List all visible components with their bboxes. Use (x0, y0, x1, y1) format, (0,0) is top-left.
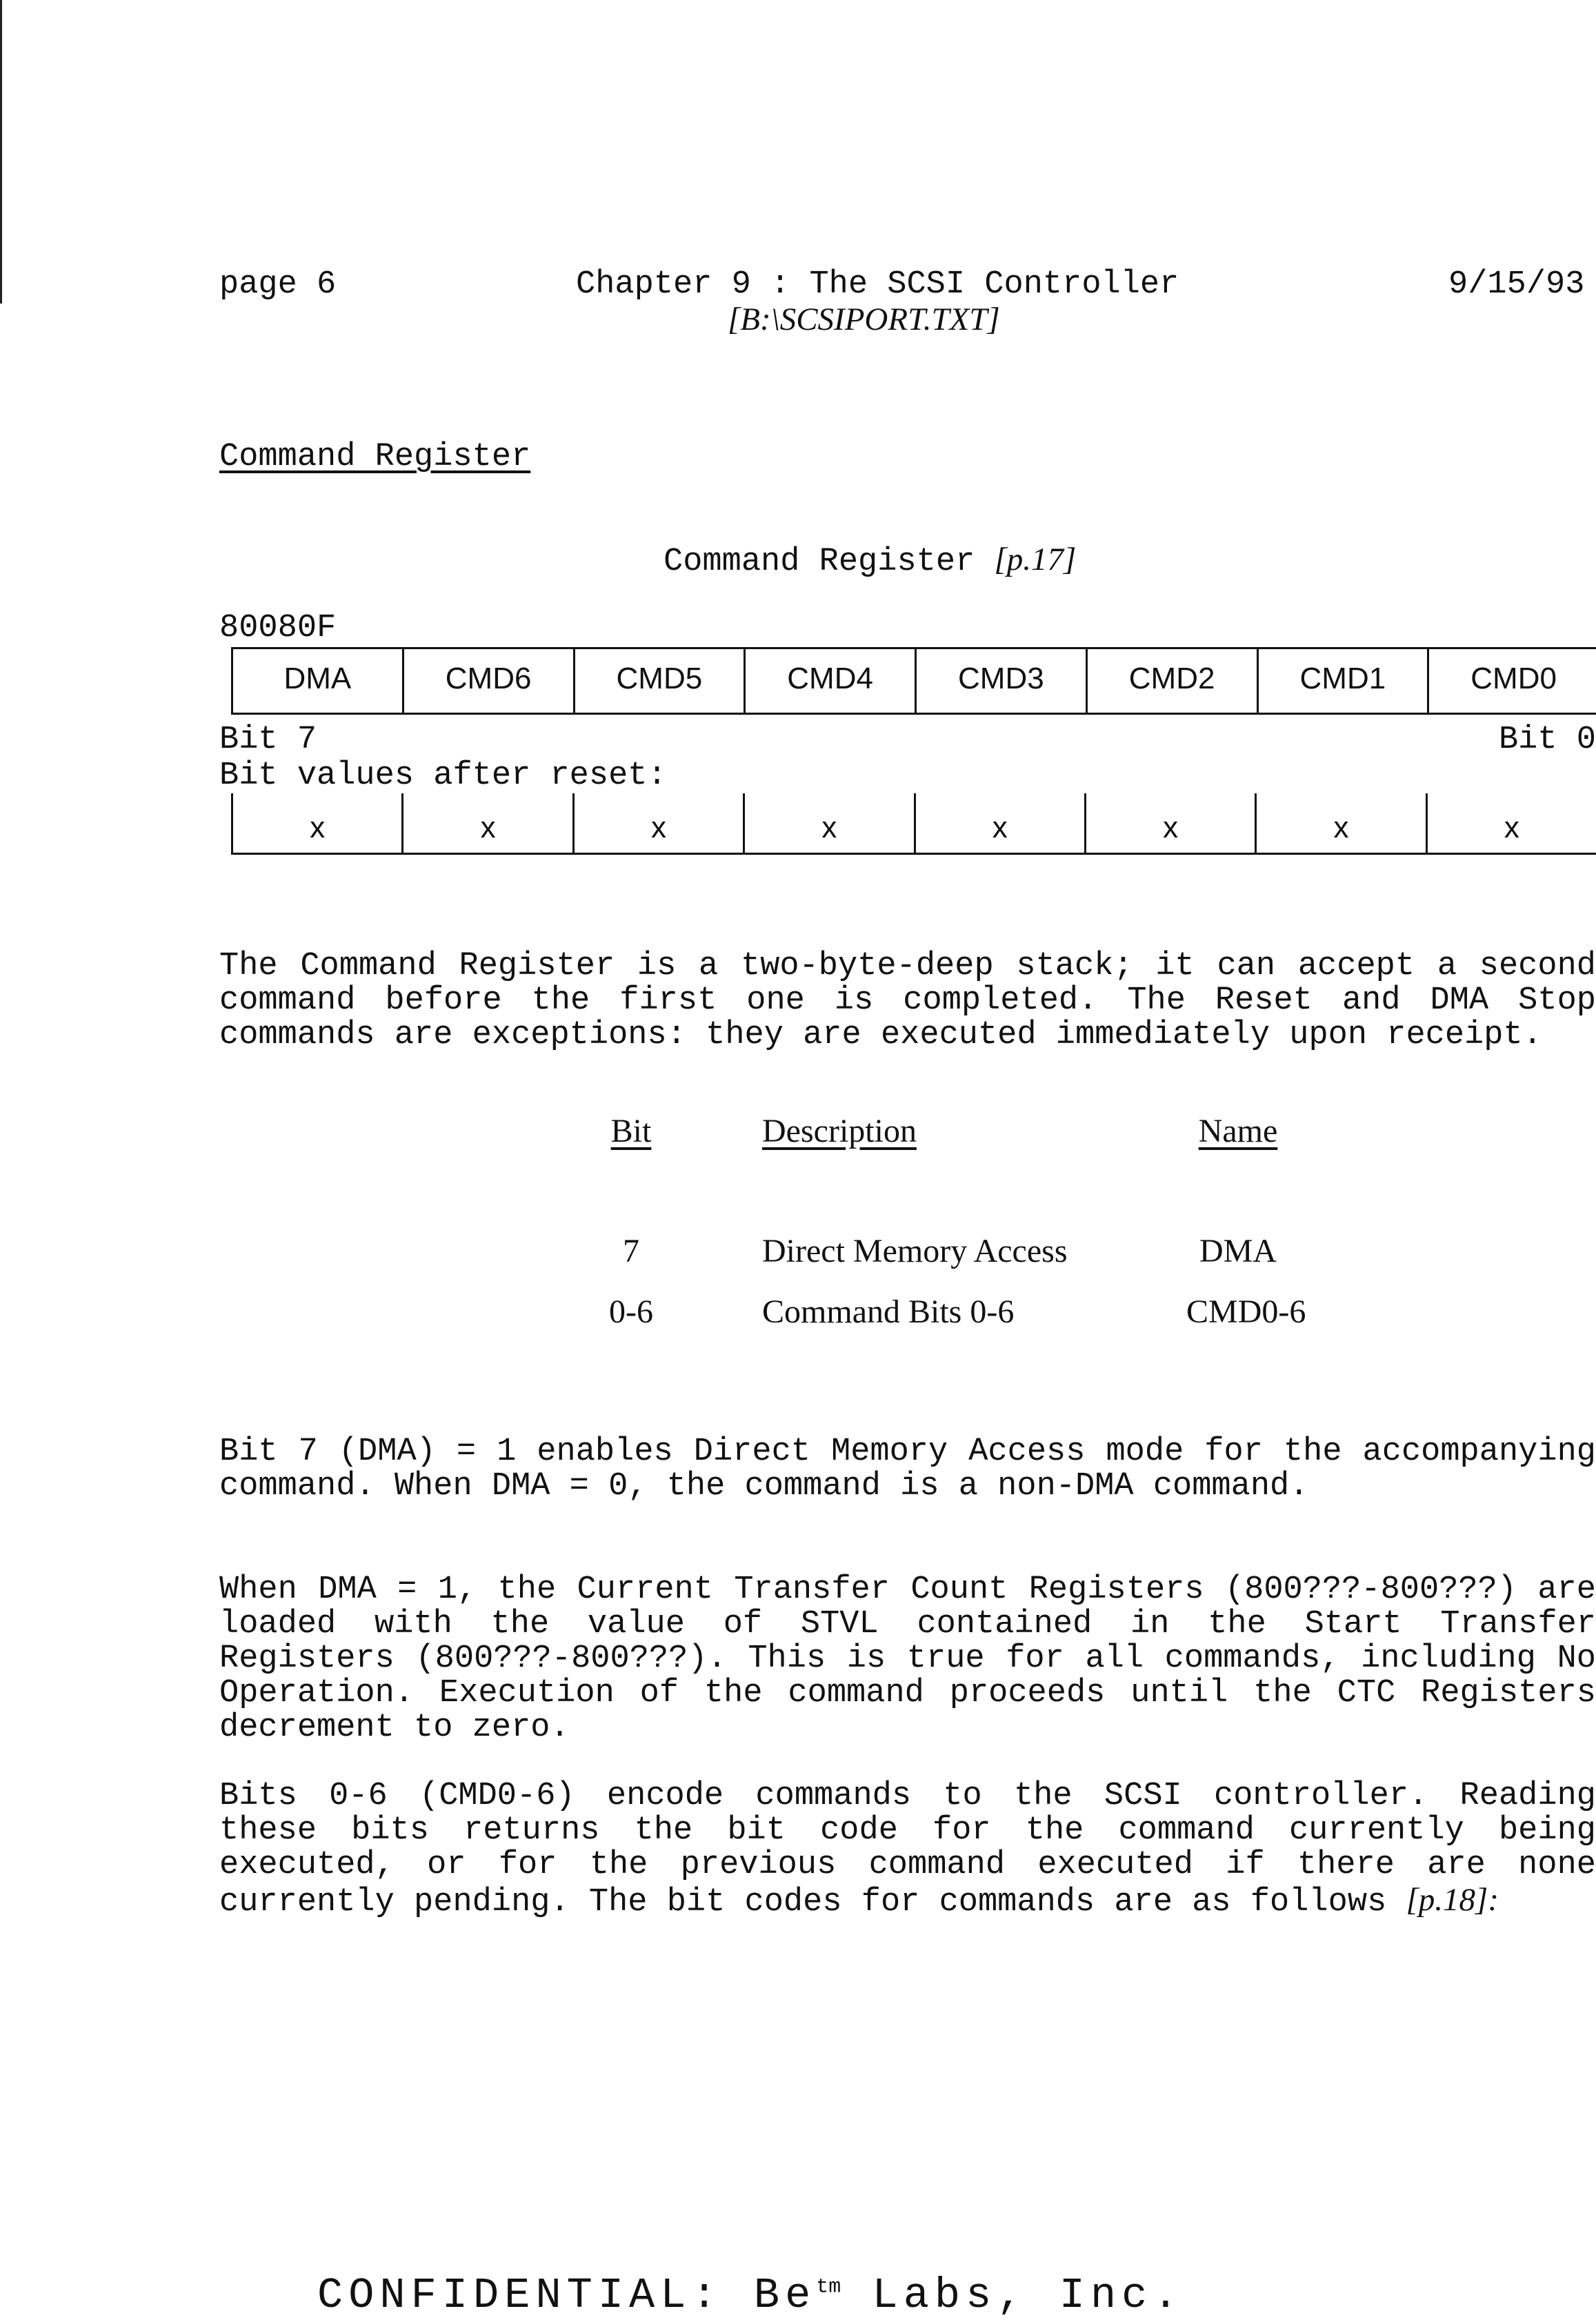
bit-name: CMD2 (1128, 662, 1215, 695)
bit-name-cell (915, 649, 1086, 713)
trademark-mark: tm (816, 2275, 841, 2299)
left-edge-mark (0, 0, 2, 304)
bit-name: CMD4 (787, 662, 873, 695)
bit-table-cell-name: DMA (1199, 1233, 1277, 1269)
bit-name-cell (744, 649, 915, 713)
bit-name: CMD3 (958, 662, 1044, 695)
footer-company: Labs, Inc. (841, 2271, 1184, 2320)
confidential-footer (317, 2271, 1184, 2320)
file-path: [B:\SCSIPORT.TXT] (728, 301, 1000, 337)
reset-value: x (745, 793, 915, 853)
bit-table-cell-bit: 7 (623, 1233, 639, 1269)
bit-table-cell-name: CMD0-6 (1186, 1293, 1306, 1330)
register-bit-names (231, 647, 1596, 715)
register-reset-values (231, 793, 1596, 855)
figure-caption-ref: [p.17] (994, 542, 1077, 577)
bit-table-cell-description: Direct Memory Access (762, 1233, 1068, 1269)
figure-caption (664, 541, 1076, 580)
paragraph-command-bits-text: Bits 0-6 (CMD0-6) encode commands to the SCSI controller. Reading these bits returns the bit code for the command currently being executed, or for the previous command executed if there are none currently pending. The bit codes for commands are as follows (219, 1778, 1596, 1921)
bit-table-header-description: Description (762, 1113, 917, 1149)
paragraph-command-bits (219, 1779, 1596, 1920)
bit-name-cell (1086, 649, 1257, 713)
bit-table-cell-description: Command Bits 0-6 (762, 1293, 1015, 1330)
bit-name-cell (1257, 649, 1428, 713)
paragraph-dma-transfer: When DMA = 1, the Current Transfer Count Registers (800???-800???) are loaded with the value of STVL contained in the Start Transfer Registers (800???-800???). This is true for all commands, including No Operation. Execution of the command proceeds until the CTC Registers decrement to zero. (219, 1572, 1596, 1746)
bit-high-label: Bit 7 (219, 722, 317, 758)
footer-text: CONFIDENTIAL: Be (317, 2271, 817, 2320)
figure-caption-text: Command Register (664, 544, 975, 580)
bit-name-cell (1427, 649, 1596, 713)
bit-table-header-bit: Bit (610, 1113, 652, 1149)
bit-name-cell (573, 649, 744, 713)
reset-value: x (233, 793, 403, 853)
bit-name: CMD5 (616, 662, 703, 695)
reset-value: x (1428, 793, 1596, 853)
reset-value: x (575, 793, 745, 853)
bit-name-cell (233, 649, 402, 713)
bit-name: CMD1 (1299, 662, 1386, 695)
bit-name: CMD0 (1470, 662, 1557, 695)
reset-values-label: Bit values after reset: (219, 757, 667, 794)
bit-name-cell (402, 649, 573, 713)
bit-low-label: Bit 0 (1498, 722, 1596, 758)
chapter-title: Chapter 9 : The SCSI Controller (576, 266, 1179, 303)
register-address: 80080F (219, 610, 337, 646)
bit-table-header-name: Name (1198, 1113, 1278, 1149)
bit-name: DMA (283, 662, 352, 695)
paragraph-stack-description: The Command Register is a two-byte-deep stack; it can accept a second command before the first one is completed. The Reset and DMA Stop commands are exceptions: they are executed immediately upon receipt. (219, 948, 1596, 1053)
document-date: 9/15/93 (1448, 266, 1585, 303)
section-title: Command Register (219, 439, 531, 475)
bit-name: CMD6 (445, 662, 532, 695)
reset-value: x (916, 793, 1086, 853)
paragraph-command-bits-ref: [p.18]: (1406, 1882, 1499, 1918)
reset-value: x (1086, 793, 1257, 853)
reset-value: x (403, 793, 574, 853)
paragraph-dma-bit: Bit 7 (DMA) = 1 enables Direct Memory Access mode for the accompanying command. When DMA = 0, the command is a non-DMA command. (219, 1434, 1596, 1505)
page-number: page 6 (219, 266, 337, 303)
bit-table-cell-bit: 0-6 (609, 1293, 653, 1330)
reset-value: x (1257, 793, 1427, 853)
